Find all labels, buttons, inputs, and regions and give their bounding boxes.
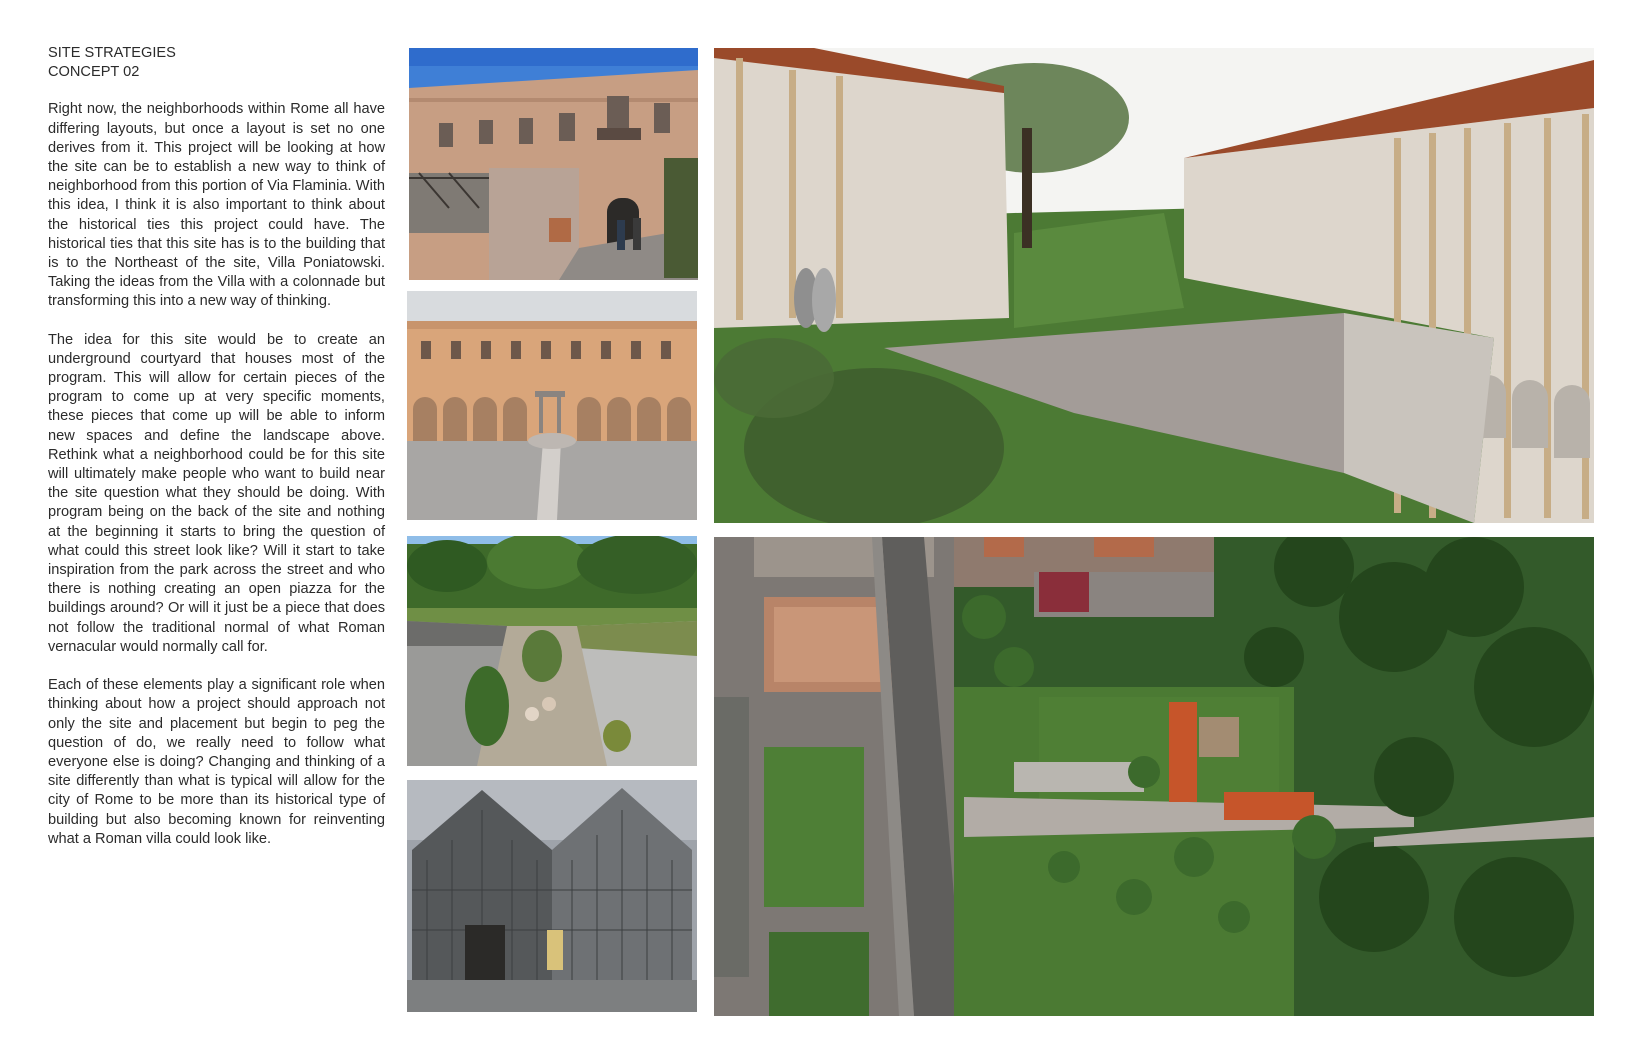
cloister-courtyard-photo bbox=[407, 291, 697, 520]
site-render-image bbox=[714, 48, 1594, 523]
paragraph-1: Right now, the neighborhoods within Rome all have differing layouts, but once a layout is set no one derives from it. This project will be looking at how the site can be to establish a new way to think of neighborhood from this portion of Via Flaminia. With this idea, I think it is also important to think about the historical ties this project could have. The historical ties that this site has is to the building that is to the Northeast of the site, Villa Poniatowski. Taking the ideas from the Villa with a colonnade but transforming this into a new way of thinking. bbox=[48, 101, 385, 310]
page-title bbox=[48, 44, 385, 82]
text-column bbox=[48, 44, 385, 868]
sunken-courtyard-photo bbox=[407, 536, 697, 766]
gabled-building-photo bbox=[407, 780, 697, 1012]
title-line-2: CONCEPT 02 bbox=[48, 64, 140, 81]
aerial-site-map bbox=[714, 537, 1594, 1016]
title-line-1: SITE STRATEGIES bbox=[48, 45, 176, 61]
villa-facade-photo bbox=[409, 48, 698, 280]
paragraph-2: The idea for this site would be to create an underground courtyard that houses most of the program. This will allow for certain pieces of the program to come up at very specific moments, these pieces that come up will be able to inform new spaces and define the landscape above. Rethink what a neighborhood could be for this site will ultimately make people who want to build near the site question what they should be doing. With program being on the back of the site and nothing at the beginning it starts to bring the question of what could this street look like? Will it start to take inspiration from the park across the street and who there is nothing creating an open piazza for the buildings around? Or will it just be a piece that does not follow the traditional normal of what Roman vernacular would normally call for. bbox=[48, 331, 385, 655]
paragraph-3: Each of these elements play a significant role when thinking about how a project should approach not only the site and placement but begin to peg the question of do, we really need to follow what everyone else is doing? Changing and thinking of a site differently than what is typical will allow for the city of Rome to be more than its historical type of building but also becoming known for reinventing what a Roman villa could look like. bbox=[48, 677, 385, 847]
